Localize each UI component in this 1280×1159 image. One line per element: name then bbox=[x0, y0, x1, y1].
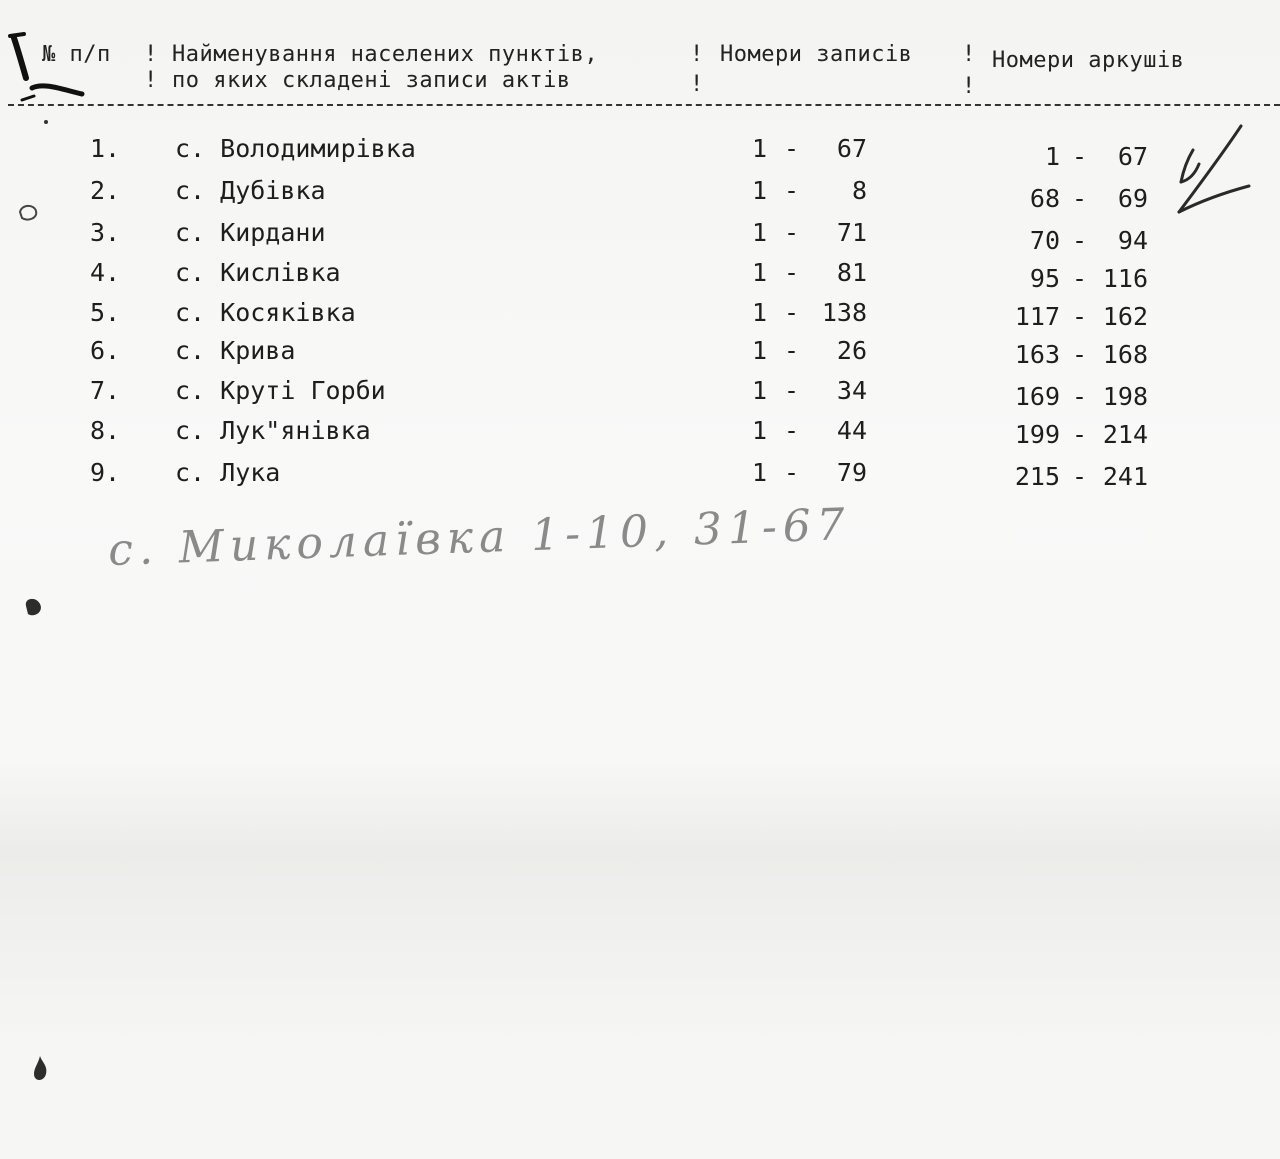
record-from: 1 bbox=[752, 336, 768, 365]
paper-shadow bbox=[0, 760, 1280, 1060]
sheet-to: 198 bbox=[1102, 382, 1148, 411]
sheet-to: 116 bbox=[1102, 264, 1148, 293]
range-dash: - bbox=[784, 298, 800, 327]
row-number: 1. bbox=[90, 134, 121, 163]
record-to: 79 bbox=[836, 458, 867, 487]
range-dash: - bbox=[1072, 340, 1088, 369]
header-separator: ! bbox=[144, 68, 158, 93]
record-to: 34 bbox=[836, 376, 867, 405]
sheet-to: 168 bbox=[1102, 340, 1148, 369]
header-number-column: № п/п bbox=[42, 42, 111, 67]
record-from: 1 bbox=[752, 134, 768, 163]
handwritten-note: с. Миколаївка 1-10, 31-67 bbox=[107, 499, 852, 576]
table-row bbox=[0, 216, 1280, 256]
range-dash: - bbox=[784, 176, 800, 205]
sheet-from: 169 bbox=[1014, 382, 1060, 411]
sheet-from: 70 bbox=[1029, 226, 1060, 255]
ink-blot-icon bbox=[20, 594, 46, 620]
settlement-name: с. Лука bbox=[175, 458, 281, 487]
settlement-name: с. Круті Горби bbox=[175, 376, 386, 405]
sheet-to: 214 bbox=[1102, 420, 1148, 449]
record-from: 1 bbox=[752, 258, 768, 287]
header-name-column-line2: по яких складені записи актів bbox=[172, 68, 571, 93]
header-separator: ! bbox=[690, 72, 704, 97]
range-dash: - bbox=[784, 258, 800, 287]
record-to: 81 bbox=[836, 258, 867, 287]
header-divider bbox=[8, 104, 1280, 106]
settlement-name: с. Крива bbox=[175, 336, 296, 365]
ink-blot-icon bbox=[16, 202, 40, 224]
table-row bbox=[0, 374, 1280, 414]
sheet-from: 163 bbox=[1014, 340, 1060, 369]
row-number: 7. bbox=[90, 376, 121, 405]
row-number: 3. bbox=[90, 218, 121, 247]
settlement-name: с. Кирдани bbox=[175, 218, 326, 247]
range-dash: - bbox=[784, 218, 800, 247]
sheet-from: 215 bbox=[1014, 462, 1060, 491]
table-row bbox=[0, 456, 1280, 496]
record-to: 26 bbox=[836, 336, 867, 365]
record-from: 1 bbox=[752, 376, 768, 405]
range-dash: - bbox=[784, 134, 800, 163]
table-row bbox=[0, 334, 1280, 374]
settlement-name: с. Лук"янівка bbox=[175, 416, 371, 445]
sheet-from: 117 bbox=[1014, 302, 1060, 331]
settlement-name: с. Кислівка bbox=[175, 258, 341, 287]
record-from: 1 bbox=[752, 218, 768, 247]
range-dash: - bbox=[1072, 302, 1088, 331]
row-number: 5. bbox=[90, 298, 121, 327]
ink-blot-icon bbox=[28, 1054, 54, 1084]
header-separator: ! bbox=[144, 42, 158, 67]
header-separator: ! bbox=[962, 74, 976, 99]
record-from: 1 bbox=[752, 458, 768, 487]
table-row bbox=[0, 256, 1280, 296]
row-number: 6. bbox=[90, 336, 121, 365]
range-dash: - bbox=[1072, 264, 1088, 293]
settlement-name: с. Володимирівка bbox=[175, 134, 416, 163]
sheet-from: 1 bbox=[1044, 142, 1060, 171]
sheet-from: 68 bbox=[1029, 184, 1060, 213]
row-number: 2. bbox=[90, 176, 121, 205]
record-from: 1 bbox=[752, 416, 768, 445]
range-dash: - bbox=[1072, 226, 1088, 255]
header-name-column-line1: Найменування населених пунктів, bbox=[172, 42, 599, 67]
header-sheets-column: Номери аркушів bbox=[992, 48, 1185, 73]
sheet-to: 69 bbox=[1117, 184, 1148, 213]
range-dash: - bbox=[784, 416, 800, 445]
header-separator: ! bbox=[690, 42, 704, 67]
row-number: 8. bbox=[90, 416, 121, 445]
table-row bbox=[0, 414, 1280, 454]
table-row bbox=[0, 132, 1280, 172]
record-to: 138 bbox=[821, 298, 867, 327]
range-dash: - bbox=[784, 336, 800, 365]
sheet-from: 95 bbox=[1029, 264, 1060, 293]
sheet-to: 241 bbox=[1102, 462, 1148, 491]
header-separator: ! bbox=[962, 42, 976, 67]
range-dash: - bbox=[1072, 420, 1088, 449]
record-from: 1 bbox=[752, 298, 768, 327]
row-number: 4. bbox=[90, 258, 121, 287]
table-row bbox=[0, 174, 1280, 214]
sheet-from: 199 bbox=[1014, 420, 1060, 449]
record-to: 44 bbox=[836, 416, 867, 445]
range-dash: - bbox=[1072, 184, 1088, 213]
sheet-to: 162 bbox=[1102, 302, 1148, 331]
record-to: 67 bbox=[836, 134, 867, 163]
settlement-name: с. Дубівка bbox=[175, 176, 326, 205]
range-dash: - bbox=[784, 376, 800, 405]
range-dash: - bbox=[1072, 382, 1088, 411]
range-dash: - bbox=[1072, 462, 1088, 491]
table-row bbox=[0, 296, 1280, 336]
record-from: 1 bbox=[752, 176, 768, 205]
settlement-name: с. Косяківка bbox=[175, 298, 356, 327]
sheet-to: 94 bbox=[1117, 226, 1148, 255]
row-number: 9. bbox=[90, 458, 121, 487]
handwritten-check-mark-icon bbox=[1165, 120, 1255, 220]
sheet-to: 67 bbox=[1117, 142, 1148, 171]
record-to: 8 bbox=[851, 176, 867, 205]
header-records-column: Номери записів bbox=[720, 42, 913, 67]
range-dash: - bbox=[784, 458, 800, 487]
record-to: 71 bbox=[836, 218, 867, 247]
range-dash: - bbox=[1072, 142, 1088, 171]
